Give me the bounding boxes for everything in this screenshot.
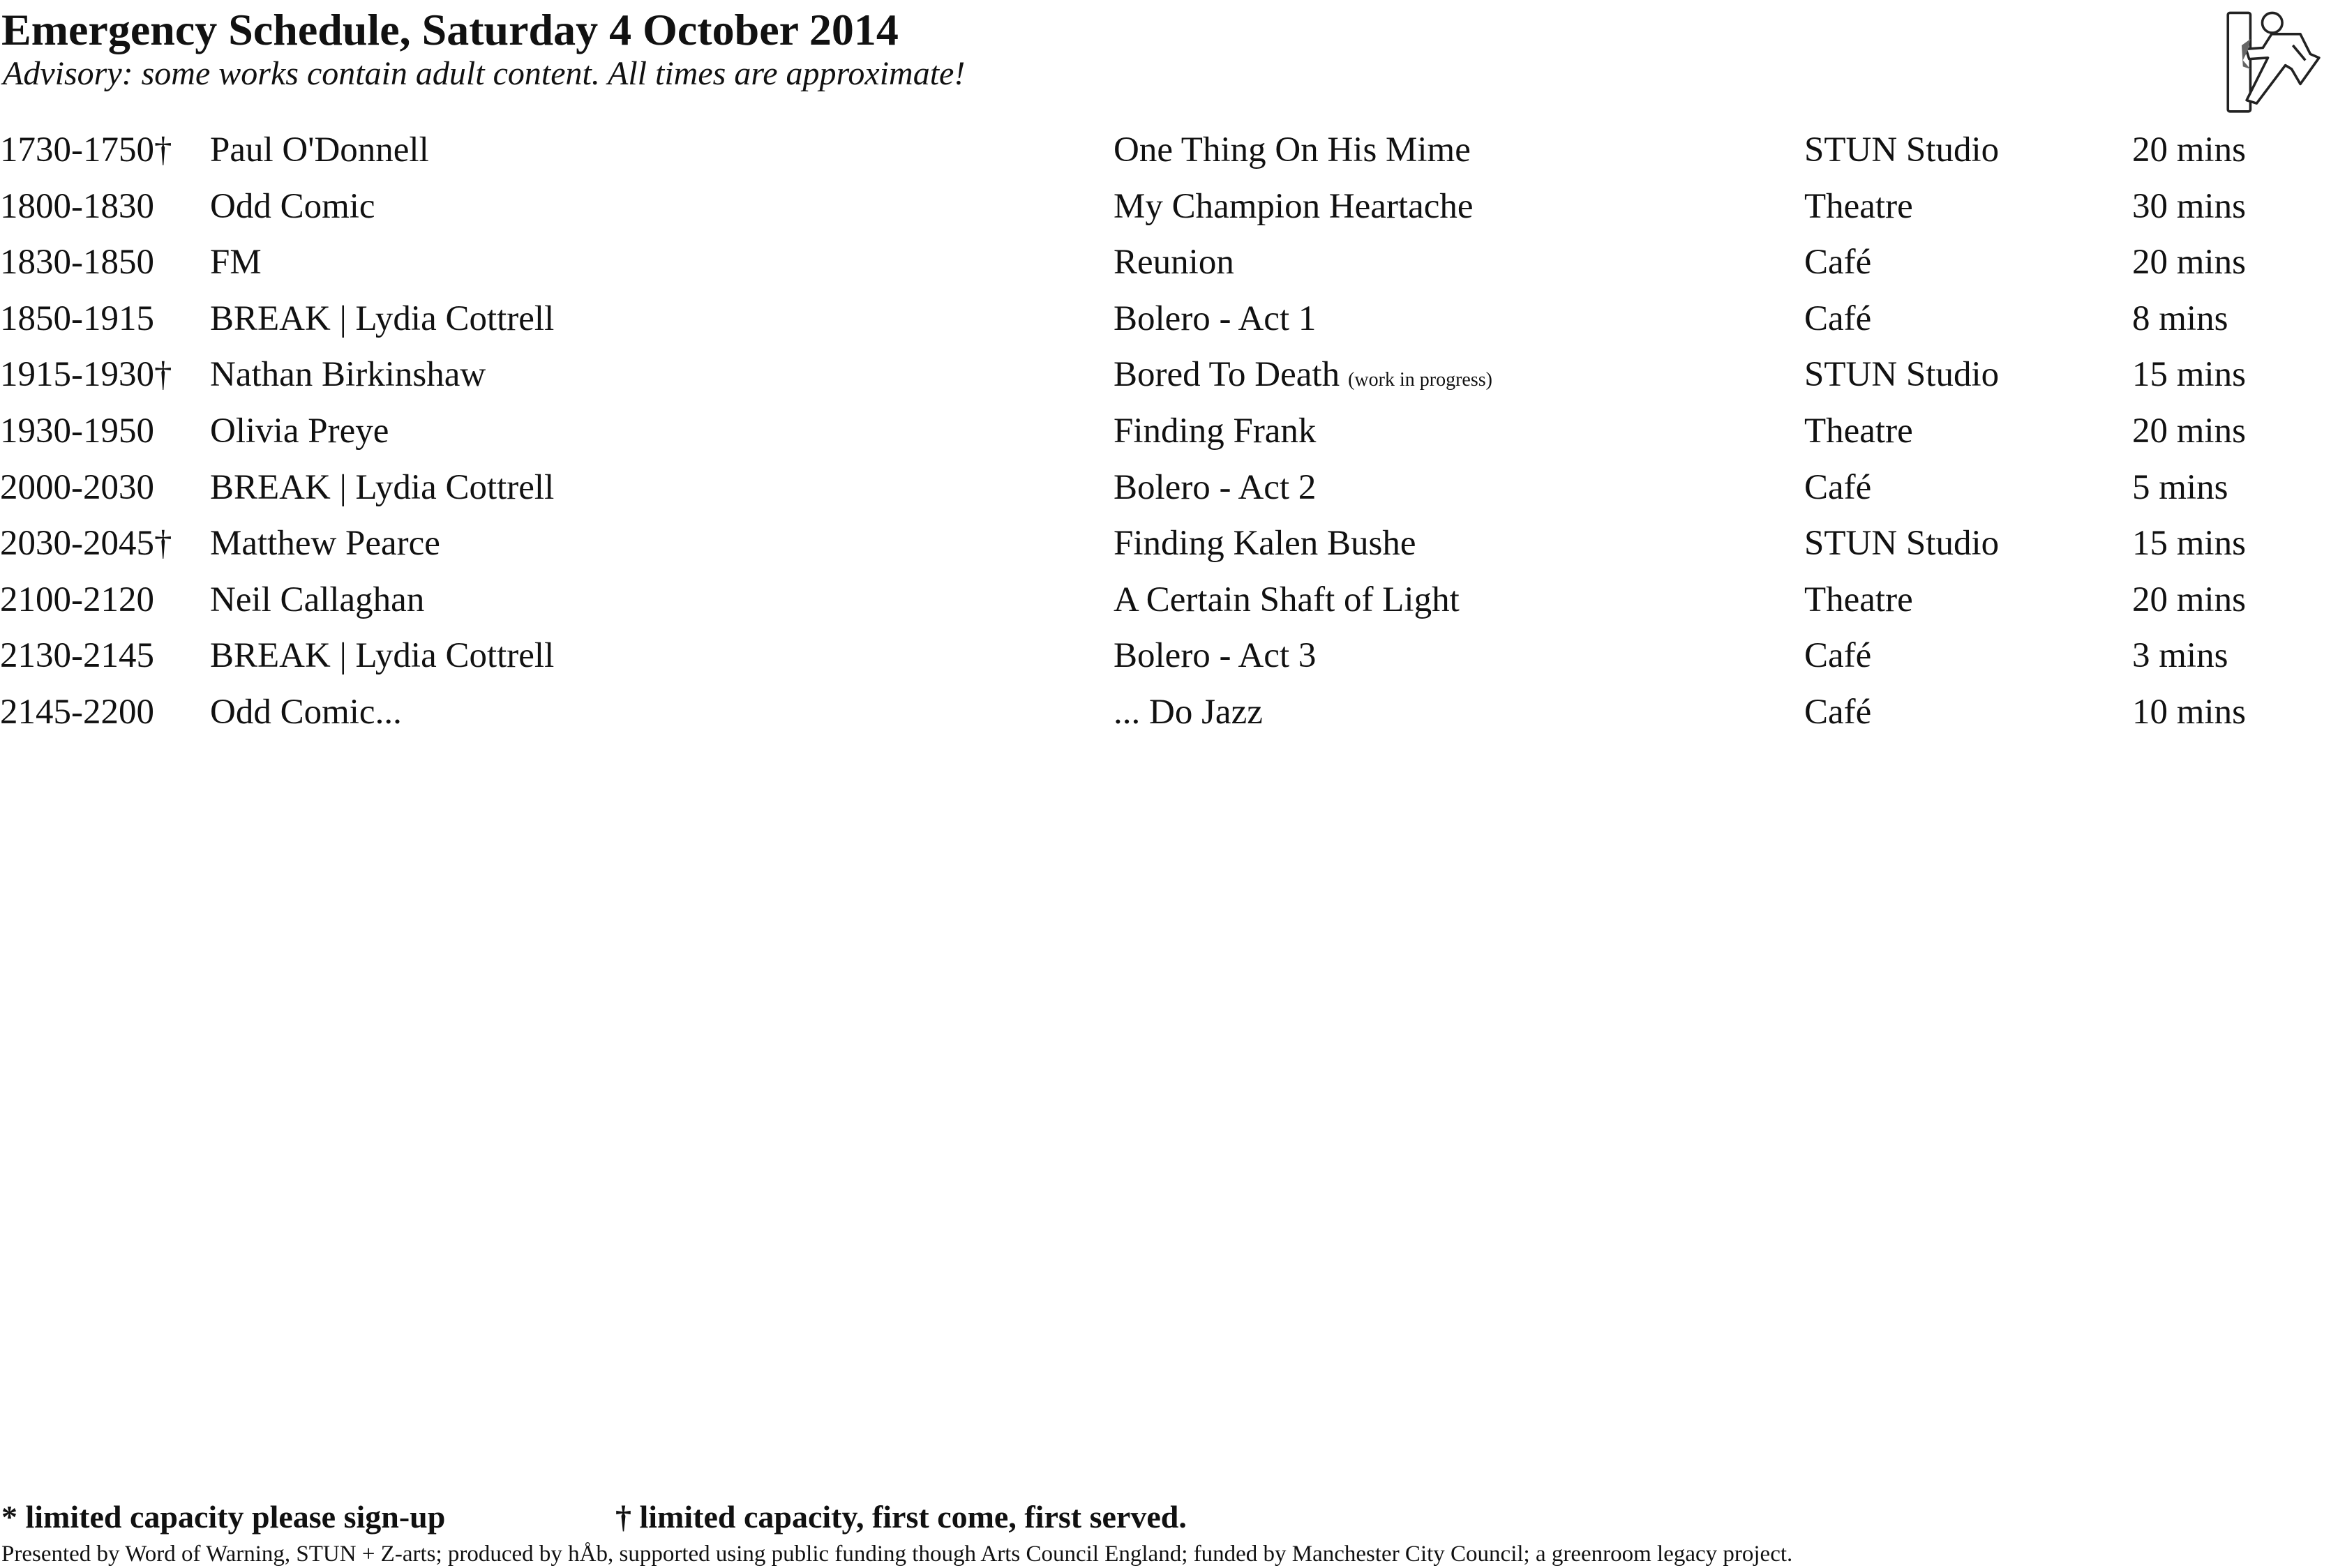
performer-cell: [210, 242, 262, 282]
work-cell: [1114, 186, 1474, 227]
time-cell: [0, 523, 172, 564]
duration-cell-text: 5 mins: [2132, 467, 2228, 507]
work-cell-text: Bolero - Act 3: [1114, 636, 1317, 676]
credits-text: Presented by Word of Warning, STUN + Z-arts; produced by hÅb, supported using public funding though Arts Council England; funded by Manchester City Council; a greenroom legacy project.: [1, 1541, 1793, 1567]
performer-cell: [210, 467, 554, 508]
performer-cell-text: Odd Comic...: [210, 692, 402, 732]
time-cell: [0, 354, 172, 395]
performer-cell: [210, 523, 440, 564]
performer-cell: [210, 692, 402, 732]
performer-cell-text: BREAK | Lydia Cottrell: [210, 467, 555, 507]
work-cell-text: Reunion: [1114, 243, 1234, 282]
time-cell: [0, 186, 154, 227]
performer-cell: [210, 130, 429, 170]
performer-cell-text: Paul O'Donnell: [210, 130, 429, 169]
venue-cell: [1804, 354, 1999, 395]
performer-cell-text: Neil Callaghan: [210, 580, 425, 619]
performer-cell: [210, 580, 424, 620]
performer-cell-text: Matthew Pearce: [210, 524, 440, 564]
venue-cell: [1804, 299, 1871, 339]
venue-cell-text: Theatre: [1804, 580, 1913, 619]
venue-cell-text: Theatre: [1804, 186, 1913, 226]
work-note: (work in progress): [1348, 369, 1492, 391]
work-cell: [1114, 523, 1416, 564]
time-cell-text: 1830-1850: [0, 243, 154, 282]
time-cell: [0, 635, 154, 676]
duration-cell: [2132, 354, 2246, 395]
duration-cell: [2132, 692, 2246, 732]
venue-cell: [1804, 130, 1999, 170]
duration-cell-text: 15 mins: [2132, 355, 2246, 395]
time-cell: [0, 580, 154, 620]
work-cell-text: Finding Kalen Bushe: [1114, 524, 1416, 564]
venue-cell: [1804, 186, 1913, 227]
page-title: Emergency Schedule, Saturday 4 October 2014: [1, 5, 899, 54]
work-cell: [1114, 635, 1316, 676]
venue-cell-text: STUN Studio: [1804, 524, 2000, 564]
work-cell: [1114, 130, 1471, 170]
work-cell-text: ... Do Jazz: [1114, 692, 1263, 732]
performer-cell: [210, 411, 389, 451]
performer-cell-text: Odd Comic: [210, 186, 375, 226]
time-cell: [0, 242, 154, 282]
duration-cell-text: 20 mins: [2132, 411, 2246, 451]
work-cell-text: A Certain Shaft of Light: [1114, 580, 1460, 619]
work-cell-text: My Champion Heartache: [1114, 186, 1474, 226]
time-cell-text: 1800-1830: [0, 186, 154, 226]
venue-cell-text: STUN Studio: [1804, 355, 2000, 395]
duration-cell: [2132, 411, 2246, 451]
work-cell: [1114, 354, 1492, 395]
time-cell-text: 1930-1950: [0, 411, 154, 451]
performer-cell-text: FM: [210, 243, 262, 282]
duration-cell-text: 3 mins: [2132, 636, 2228, 676]
duration-cell-text: 10 mins: [2132, 692, 2246, 732]
venue-cell: [1804, 580, 1913, 620]
venue-cell: [1804, 523, 1999, 564]
duration-cell-text: 30 mins: [2132, 186, 2246, 226]
time-cell-text: 2100-2120: [0, 580, 154, 619]
duration-cell: [2132, 635, 2228, 676]
advisory-text: Advisory: some works contain adult content. All times are approximate!: [3, 55, 966, 92]
duration-cell: [2132, 467, 2228, 508]
duration-cell: [2132, 299, 2228, 339]
venue-cell-text: Café: [1804, 243, 1872, 282]
time-cell: [0, 411, 154, 451]
work-cell-text: Bolero - Act 1: [1114, 299, 1317, 338]
duration-cell-text: 20 mins: [2132, 580, 2246, 619]
time-cell-text: 2030-2045†: [0, 524, 172, 564]
time-cell: [0, 130, 172, 170]
venue-cell-text: Café: [1804, 636, 1872, 676]
venue-cell-text: Café: [1804, 692, 1872, 732]
time-cell: [0, 299, 154, 339]
performer-cell-text: Olivia Preye: [210, 411, 389, 451]
work-cell-text: Bored To Death: [1114, 355, 1340, 395]
emergency-exit-icon: [2212, 3, 2330, 123]
duration-cell: [2132, 242, 2246, 282]
work-cell: [1114, 467, 1316, 508]
duration-cell: [2132, 523, 2246, 564]
time-cell: [0, 467, 154, 508]
time-cell-text: 2000-2030: [0, 467, 154, 507]
performer-cell-text: BREAK | Lydia Cottrell: [210, 636, 555, 676]
venue-cell-text: STUN Studio: [1804, 130, 2000, 169]
performer-cell: [210, 186, 375, 227]
work-cell-text: Finding Frank: [1114, 411, 1317, 451]
work-cell-text: One Thing On His Mime: [1114, 130, 1471, 169]
duration-cell: [2132, 186, 2246, 227]
duration-cell: [2132, 130, 2246, 170]
duration-cell: [2132, 580, 2246, 620]
work-cell: [1114, 580, 1460, 620]
work-cell-text: Bolero - Act 2: [1114, 467, 1317, 507]
venue-cell: [1804, 242, 1871, 282]
performer-cell: [210, 299, 554, 339]
time-cell-text: 1730-1750†: [0, 130, 172, 169]
time-cell-text: 2130-2145: [0, 636, 154, 676]
performer-cell: [210, 354, 486, 395]
venue-cell-text: Café: [1804, 299, 1872, 338]
venue-cell: [1804, 635, 1871, 676]
venue-cell: [1804, 467, 1871, 508]
time-cell-text: 1850-1915: [0, 299, 154, 338]
duration-cell-text: 20 mins: [2132, 130, 2246, 169]
duration-cell-text: 20 mins: [2132, 243, 2246, 282]
legend-sign-up: * limited capacity please sign-up: [1, 1499, 446, 1535]
venue-cell: [1804, 411, 1913, 451]
duration-cell-text: 8 mins: [2132, 299, 2228, 338]
work-cell: [1114, 411, 1316, 451]
venue-cell-text: Café: [1804, 467, 1872, 507]
time-cell: [0, 692, 154, 732]
legend-first-come: † limited capacity, first come, first served.: [615, 1499, 1187, 1535]
performer-cell: [210, 635, 554, 676]
duration-cell-text: 15 mins: [2132, 524, 2246, 564]
venue-cell: [1804, 692, 1871, 732]
time-cell-text: 1915-1930†: [0, 355, 172, 395]
work-cell: [1114, 299, 1316, 339]
time-cell-text: 2145-2200: [0, 692, 154, 732]
work-cell: [1114, 692, 1263, 732]
performer-cell-text: BREAK | Lydia Cottrell: [210, 299, 555, 338]
performer-cell-text: Nathan Birkinshaw: [210, 355, 486, 395]
work-cell: [1114, 242, 1234, 282]
venue-cell-text: Theatre: [1804, 411, 1913, 451]
